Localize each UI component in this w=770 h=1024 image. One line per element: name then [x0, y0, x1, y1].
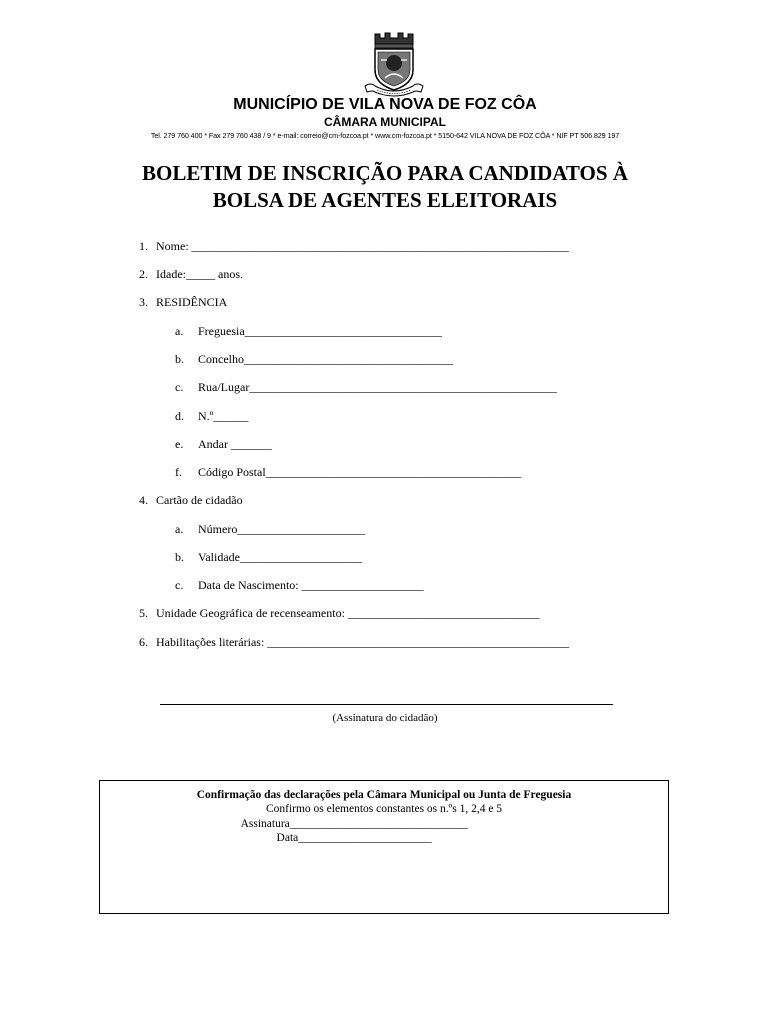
field-label: Data de Nascimento: — [198, 578, 302, 592]
section-cartao-cidadao — [139, 493, 243, 507]
item-letter: a. — [175, 324, 184, 338]
blank-line[interactable]: _____________________________________________________ — [249, 380, 557, 394]
chamber-name: CÂMARA MUNICIPAL — [324, 115, 446, 129]
field-label: Assinatura — [240, 818, 290, 830]
section-label: RESIDÊNCIA — [156, 295, 228, 309]
confirmation-date-field[interactable] — [70, 832, 638, 844]
field-label: Idade: — [156, 267, 186, 281]
item-letter: b. — [175, 550, 184, 564]
confirmation-box — [99, 780, 669, 914]
field-label: Data — [276, 832, 299, 844]
field-freguesia[interactable] — [175, 324, 442, 338]
item-number: 1. — [139, 239, 148, 253]
field-label: Código Postal — [198, 465, 266, 479]
field-data-nascimento[interactable] — [175, 578, 423, 592]
field-label: Freguesia — [198, 324, 245, 338]
municipal-coat-of-arms-icon — [361, 30, 427, 98]
document-title-line-1: BOLETIM DE INSCRIÇÃO PARA CANDIDATOS À — [142, 161, 628, 185]
blank-line[interactable]: ____________________________________________________ — [267, 635, 569, 649]
blank-line[interactable]: ________________________ — [298, 832, 432, 844]
confirmation-signature-field[interactable] — [70, 818, 638, 830]
item-number: 5. — [139, 606, 148, 620]
blank-line[interactable]: ____________________________________ — [244, 352, 453, 366]
field-nome[interactable] — [139, 239, 569, 253]
blank-line[interactable]: __________________________________ — [244, 324, 442, 338]
item-letter: e. — [175, 437, 184, 451]
item-letter: f. — [175, 465, 182, 479]
municipality-name: MUNICÍPIO DE VILA NOVA DE FOZ CÔA — [233, 96, 537, 113]
field-unidade-geografica[interactable] — [139, 606, 539, 620]
blank-line[interactable]: ____________________________________________ — [265, 465, 521, 479]
blank-line[interactable]: _____ — [185, 267, 215, 281]
item-letter: d. — [175, 409, 184, 423]
blank-line[interactable]: _____________________ — [301, 578, 424, 592]
field-label: Validade — [198, 550, 240, 564]
blank-line[interactable]: ______________________ — [237, 522, 365, 536]
document-title-line-2: BOLSA DE AGENTES ELEITORAIS — [212, 188, 558, 212]
item-number: 2. — [139, 267, 148, 281]
field-idade[interactable] — [139, 267, 243, 281]
item-number: 3. — [139, 295, 148, 309]
field-concelho[interactable] — [175, 352, 453, 366]
citizen-signature-line[interactable] — [160, 704, 613, 705]
item-number: 6. — [139, 635, 148, 649]
section-label: Cartão de cidadão — [156, 493, 243, 507]
item-letter: a. — [175, 522, 184, 536]
field-numero-cartao[interactable] — [175, 522, 365, 536]
field-andar[interactable] — [175, 437, 272, 451]
field-rua-lugar[interactable] — [175, 380, 557, 394]
field-label: N.º — [198, 409, 214, 423]
field-codigo-postal[interactable] — [175, 465, 521, 479]
blank-line[interactable]: _________________________________________________________________ — [191, 239, 569, 253]
field-label: Número — [198, 522, 238, 536]
item-letter: c. — [175, 380, 184, 394]
item-number: 4. — [139, 493, 148, 507]
contact-details: Tel. 279 760 400 * Fax 279 760 438 / 9 * e-mail: correio@cm-fozcoa.pt * www.cm-fozcoa.pt * 5150-642 VILA NOVA DE FOZ CÔA * NIF PT 506 829 197 — [150, 131, 620, 140]
blank-line[interactable]: ________________________________ — [289, 818, 468, 830]
blank-line[interactable]: _______ — [231, 437, 272, 451]
field-suffix: anos. — [215, 267, 243, 281]
blank-line[interactable]: _____________________ — [239, 550, 362, 564]
field-validade[interactable] — [175, 550, 362, 564]
document-title — [0, 160, 770, 214]
blank-line[interactable]: _________________________________ — [347, 606, 540, 620]
field-numero-porta[interactable] — [175, 409, 248, 423]
field-label: Unidade Geográfica de recenseamento: — [156, 606, 348, 620]
field-habilitacoes[interactable] — [139, 635, 569, 649]
field-label: Concelho — [198, 352, 244, 366]
item-letter: c. — [175, 578, 184, 592]
section-residencia — [139, 295, 227, 309]
field-label: Andar — [198, 437, 231, 451]
field-label: Habilitações literárias: — [156, 635, 268, 649]
field-label: Rua/Lugar — [198, 380, 250, 394]
citizen-signature-caption: (Assinatura do cidadão) — [332, 712, 438, 724]
confirmation-title: Confirmação das declarações pela Câmara Municipal ou Junta de Freguesia — [196, 789, 572, 801]
item-letter: b. — [175, 352, 184, 366]
field-label: Nome: — [156, 239, 192, 253]
confirmation-statement: Confirmo os elementos constantes os n.ºs 1, 2,4 e 5 — [265, 803, 503, 815]
blank-line[interactable]: ______ — [213, 409, 249, 423]
